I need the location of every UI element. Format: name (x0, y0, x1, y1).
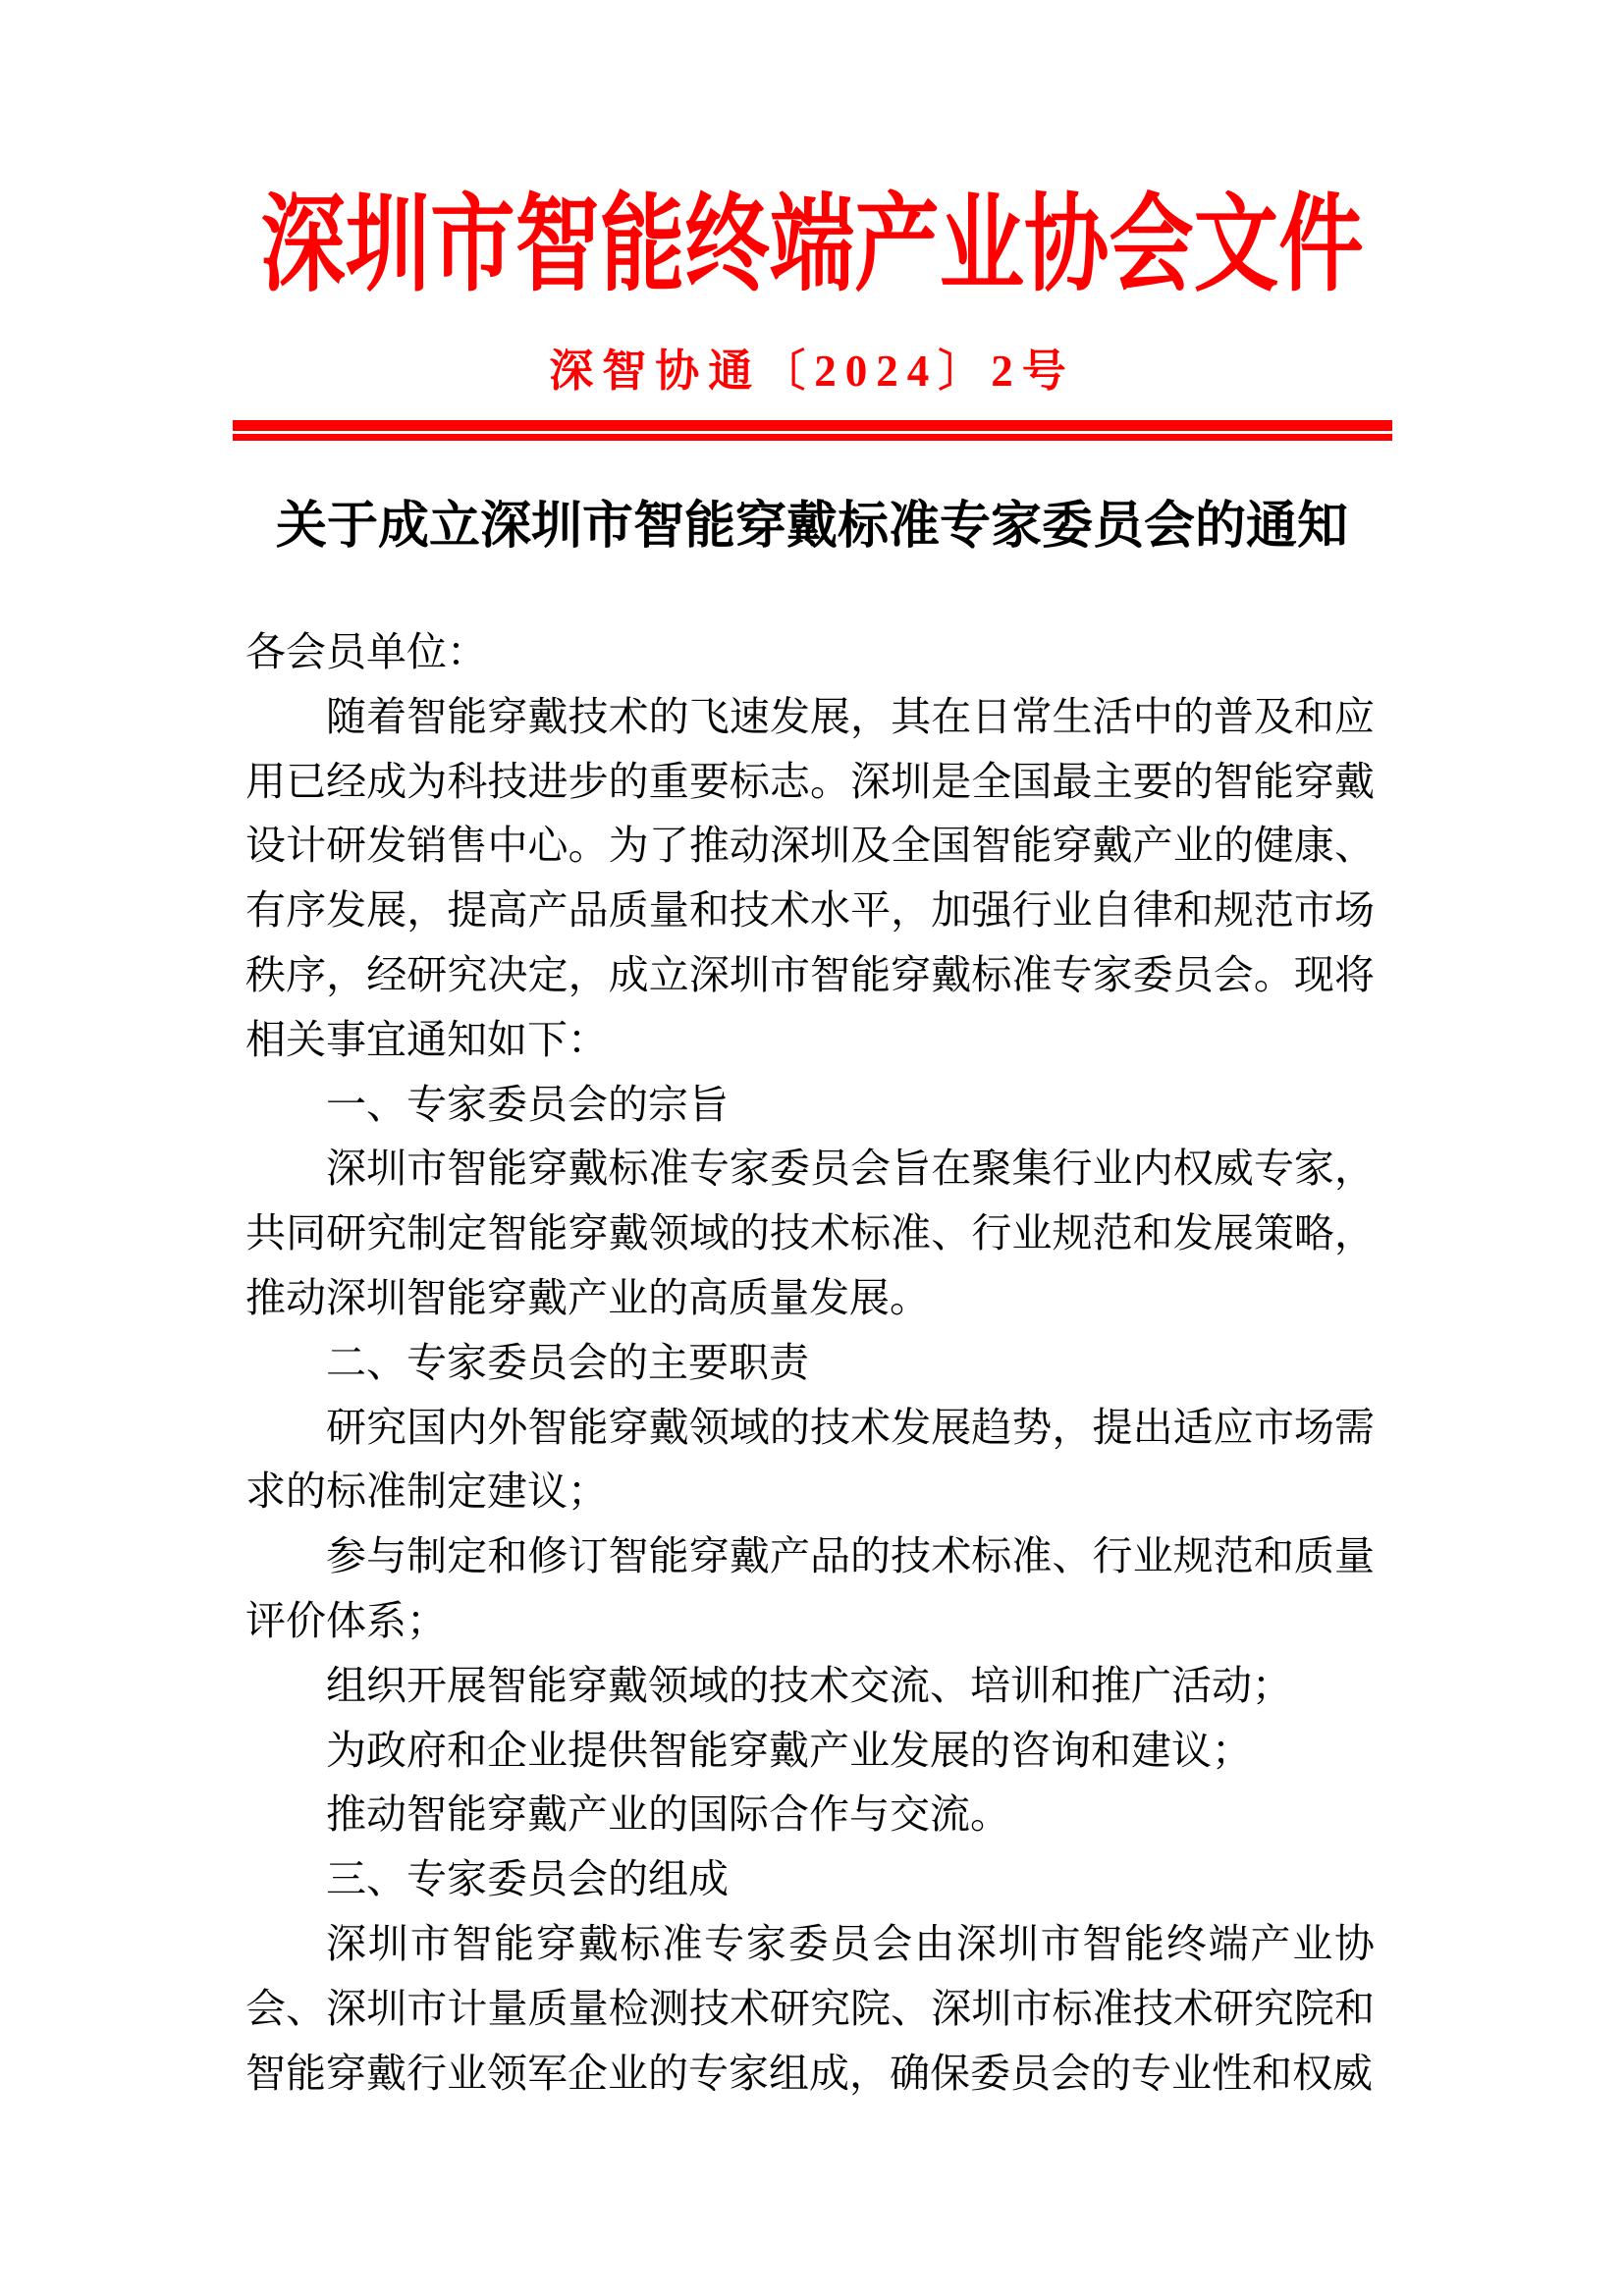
paragraph: 随着智能穿戴技术的飞速发展，其在日常生活中的普及和应用已经成为科技进步的重要标志。深圳是全国最主要的智能穿戴设计研发销售中心。为了推动深圳及全国智能穿戴产业的健康、有序发展，提高产品质量和技术水平，加强行业自律和规范市场秩序，经研究决定，成立深圳市智能穿戴标准专家委员会。现将相关事宜通知如下： (245, 693, 1375, 1062)
doc-reference-number: 深智协通〔2024〕2号 (549, 347, 1075, 396)
paragraph: 研究国内外智能穿戴领域的技术发展趋势，提出适应市场需求的标准制定建议； (245, 1404, 1375, 1515)
paragraph: 参与制定和修订智能穿戴产品的技术标准、行业规范和质量评价体系； (245, 1533, 1375, 1643)
separator-thick-line (233, 420, 1392, 431)
red-double-separator (233, 420, 1392, 441)
paragraph: 二、专家委员会的主要职责 (326, 1339, 809, 1385)
document-title: 关于成立深圳市智能穿戴标准专家委员会的通知 (275, 499, 1348, 555)
paragraph: 深圳市智能穿戴标准专家委员会旨在聚集行业内权威专家，共同研究制定智能穿戴领域的技术标准、行业规范和发展策略，推动深圳智能穿戴产业的高质量发展。 (245, 1146, 1375, 1320)
paragraph: 组织开展智能穿戴领域的技术交流、培训和推广活动； (326, 1662, 1292, 1708)
paragraph: 推动智能穿戴产业的国际合作与交流。 (326, 1791, 1010, 1838)
salutation: 各会员单位： (245, 629, 487, 674)
separator-thin-line (233, 434, 1392, 441)
paragraph: 三、专家委员会的组成 (326, 1856, 729, 1902)
letterhead-org-title: 深圳市智能终端产业协会文件 (260, 187, 1364, 304)
paragraph: 为政府和企业提供智能穿戴产业发展的咨询和建议； (326, 1727, 1252, 1773)
paragraph: 深圳市智能穿戴标准专家委员会由深圳市智能终端产业协会、深圳市计量质量检测技术研究院、深圳市标准技术研究院和智能穿戴行业领军企业的专家组成，确保委员会的专业性和权威 (245, 1920, 1375, 2096)
paragraph: 一、专家委员会的宗旨 (326, 1081, 729, 1127)
document-body (245, 620, 1375, 2106)
